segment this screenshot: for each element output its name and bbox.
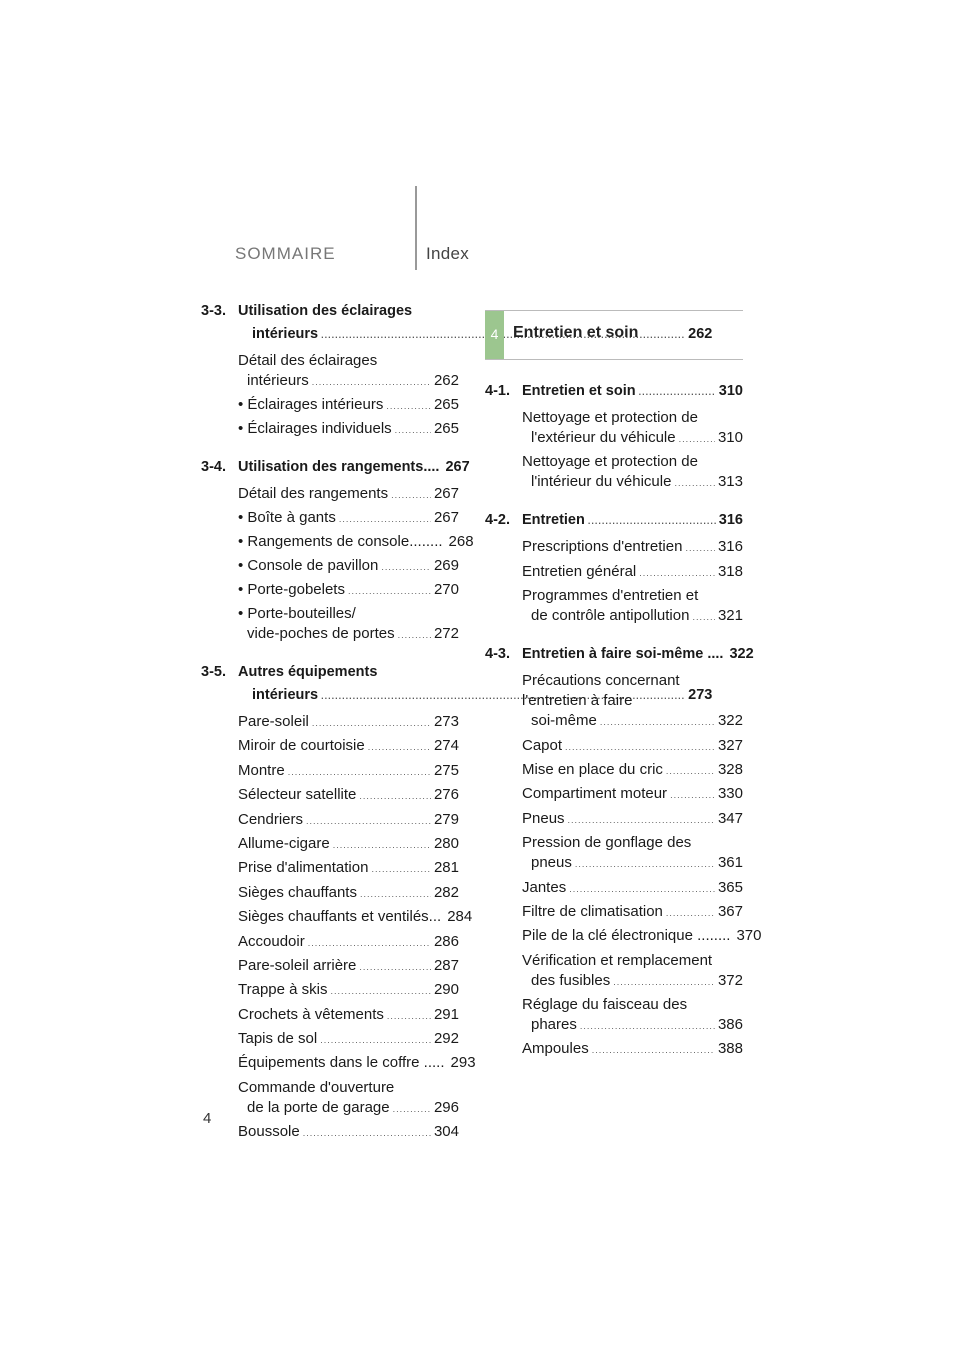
entry-title-line: • Porte-bouteilles/ (238, 605, 356, 622)
leader-line (238, 785, 459, 806)
entry-title: de contrôle antipollution (531, 607, 690, 625)
dot-leader (575, 854, 715, 874)
entry-page-number: 316 (717, 538, 743, 556)
dot-leader (333, 835, 431, 855)
entry-title-line: Précautions concernant (522, 672, 680, 690)
toc-entry[interactable] (238, 834, 459, 855)
toc-entry[interactable] (522, 833, 743, 874)
toc-entry[interactable] (522, 736, 743, 757)
dot-leader (381, 557, 431, 577)
entry-page-number: 313 (717, 473, 743, 491)
toc-entry[interactable] (238, 1005, 459, 1026)
dot-leader (359, 957, 431, 977)
entry-page-number: 262 (688, 326, 713, 342)
entry-title: Capot (522, 736, 563, 754)
dot-leader (565, 737, 715, 757)
leader-line (238, 1005, 459, 1026)
entry-page-number: 370 (736, 927, 762, 945)
leader-line (522, 760, 743, 781)
chapter-number-tab: 4 (485, 311, 504, 359)
entry-page-number: 327 (717, 736, 743, 754)
toc-entry[interactable] (522, 995, 743, 1036)
section-entries (201, 484, 474, 645)
leader-line (522, 428, 743, 449)
entry-title: Pile de la clé électronique ........ (522, 927, 731, 945)
entry-title: Sélecteur satellite (238, 786, 357, 804)
entry-title-line: Pression de gonflage des (522, 834, 692, 852)
chapter-title: Entretien et soin (513, 324, 639, 341)
toc-section (485, 643, 762, 1060)
toc-entry[interactable] (238, 736, 459, 757)
section-entries (485, 408, 743, 493)
toc-entry[interactable] (238, 484, 459, 505)
dot-leader (387, 1006, 431, 1026)
toc-entry[interactable] (238, 1078, 459, 1119)
entry-title: Tapis de sol (238, 1030, 318, 1048)
leader-line (238, 456, 470, 480)
entry-page-number: 347 (717, 809, 743, 827)
entry-page-number: 279 (433, 810, 459, 828)
toc-entry[interactable] (522, 784, 743, 805)
toc-right-column (485, 300, 762, 1076)
entry-title: vide-poches de portes (247, 625, 395, 642)
leader-line (238, 484, 459, 505)
entry-page-number: 282 (433, 883, 459, 901)
leader-line (238, 580, 459, 601)
entry-title: Équipements dans le coffre ..... (238, 1054, 445, 1072)
dot-leader (312, 713, 431, 733)
section-number: 3-3. (201, 303, 226, 319)
entry-title: intérieurs (252, 687, 319, 703)
entry-page-number: 316 (718, 512, 743, 529)
dot-leader (600, 712, 715, 732)
dot-leader (692, 607, 715, 627)
entry-title: Détail des rangements (238, 485, 389, 502)
leader-line (238, 736, 459, 757)
section-heading[interactable] (201, 456, 470, 480)
dot-leader (288, 762, 431, 782)
leader-line (522, 472, 743, 493)
toc-entry[interactable] (238, 1029, 459, 1050)
toc-entry[interactable] (238, 980, 459, 1001)
leader-line (522, 902, 743, 923)
leader-line (522, 380, 743, 404)
dot-leader (666, 761, 715, 781)
entry-page-number: 372 (717, 971, 743, 989)
toc-entry[interactable] (238, 956, 459, 977)
toc-entry[interactable] (238, 532, 474, 553)
entry-title-line: Commande d'ouverture (238, 1078, 395, 1096)
header-nav (0, 0, 960, 280)
toc-entry[interactable] (522, 671, 743, 732)
section-number: 4-1. (485, 383, 510, 399)
dot-leader (666, 903, 715, 923)
entry-title-line: Programmes d'entretien et (522, 587, 699, 605)
dot-leader (306, 811, 431, 831)
entry-title: Entretien (522, 512, 585, 529)
toc-entry[interactable] (522, 408, 743, 449)
leader-line (522, 878, 743, 899)
leader-line (238, 1122, 459, 1143)
dot-leader (348, 581, 431, 601)
entry-page-number: 293 (450, 1054, 476, 1072)
toc-entry[interactable] (238, 580, 459, 601)
toc-entry[interactable] (238, 419, 459, 440)
section-number: 4-3. (485, 646, 510, 663)
entry-page-number: 388 (717, 1040, 743, 1058)
section-entries (201, 351, 459, 440)
dot-leader (670, 785, 715, 805)
leader-line (238, 980, 459, 1001)
section-title-line: Utilisation des éclairages (238, 303, 413, 319)
entry-title: Accoudoir (238, 932, 305, 950)
entry-title: • Éclairages intérieurs (238, 396, 384, 413)
entry-page-number: 322 (729, 646, 754, 663)
dot-leader (685, 538, 715, 558)
dot-leader (320, 1030, 431, 1050)
leader-line (238, 956, 459, 977)
entry-title-line: Nettoyage et protection de (522, 409, 698, 426)
leader-line (522, 736, 743, 757)
section-heading[interactable] (485, 380, 743, 404)
entry-title: pneus (531, 854, 572, 872)
toc-entry[interactable] (522, 452, 743, 493)
entry-title: Sièges chauffants (238, 883, 357, 901)
leader-line (238, 1098, 459, 1119)
dot-leader (395, 420, 431, 440)
dot-leader (613, 972, 715, 992)
toc-entry[interactable] (238, 907, 473, 928)
entry-title: Jantes (522, 878, 567, 896)
section-entries (201, 712, 476, 1143)
dot-leader (391, 485, 431, 505)
entry-page-number: 290 (433, 981, 459, 999)
entry-page-number: 296 (433, 1098, 459, 1116)
entry-page-number: 361 (717, 854, 743, 872)
entry-page-number: 267 (433, 509, 459, 526)
section-number: 3-5. (201, 664, 226, 680)
sommaire-link[interactable]: SOMMAIRE (235, 244, 336, 263)
toc-entry[interactable] (522, 562, 743, 583)
leader-line (238, 508, 459, 529)
entry-title: • Rangements de console........ (238, 533, 443, 550)
entry-page-number: 273 (433, 713, 459, 730)
entry-page-number: 269 (433, 557, 459, 574)
toc-entry[interactable] (238, 604, 459, 645)
toc-entry[interactable] (238, 883, 459, 904)
toc-entry[interactable] (522, 926, 762, 947)
entry-page-number: 321 (717, 607, 743, 625)
toc-entry[interactable] (238, 712, 459, 733)
entry-title: Utilisation des rangements.... (238, 459, 440, 475)
entry-title: Crochets à vêtements (238, 1005, 384, 1023)
leader-line (238, 395, 459, 416)
leader-line (238, 883, 459, 904)
entry-title: Sièges chauffants et ventilés... (238, 908, 442, 926)
entry-page-number: 286 (433, 932, 459, 950)
entry-title-line: Nettoyage et protection de (522, 453, 698, 471)
entry-title: Ampoules (522, 1040, 589, 1058)
entry-page-number: 287 (433, 956, 459, 974)
entry-title: Allume-cigare (238, 834, 330, 852)
dot-leader (360, 884, 431, 904)
toc-entry[interactable] (522, 809, 743, 830)
dot-leader (580, 1016, 715, 1036)
entry-page-number: 291 (433, 1005, 459, 1023)
entry-title: Pneus (522, 809, 565, 827)
dot-leader (368, 737, 431, 757)
toc-section (201, 456, 474, 645)
entry-title: • Éclairages individuels (238, 420, 392, 437)
leader-line (238, 624, 459, 645)
entry-page-number: 292 (433, 1030, 459, 1048)
toc-entry[interactable] (238, 810, 459, 831)
entry-page-number: 268 (448, 533, 474, 550)
dot-leader (339, 509, 431, 529)
leader-line (238, 556, 459, 577)
toc-entry[interactable] (522, 878, 743, 899)
entry-title: intérieurs (252, 326, 319, 342)
entry-page-number: 270 (433, 581, 459, 598)
leader-line (238, 1029, 459, 1050)
entry-page-number: 318 (717, 562, 743, 580)
leader-line (522, 509, 743, 533)
entry-page-number: 267 (445, 459, 470, 475)
section-entries (485, 671, 762, 1060)
entry-page-number: 284 (447, 908, 473, 926)
leader-line (522, 537, 743, 558)
entry-title: intérieurs (247, 372, 309, 389)
entry-title: Miroir de courtoisie (238, 737, 365, 755)
entry-title-line: l'entretien à faire (522, 692, 633, 710)
leader-line (238, 371, 459, 392)
section-entries (485, 537, 743, 627)
dot-leader (639, 563, 715, 583)
dot-leader (674, 473, 715, 493)
page-number: 4 (203, 1110, 212, 1127)
entry-title: Entretien général (522, 562, 637, 580)
entry-title: • Console de pavillon (238, 557, 379, 574)
section-number: 4-2. (485, 512, 510, 529)
entry-title: • Boîte à gants (238, 509, 336, 526)
index-link[interactable]: Index (426, 244, 470, 263)
entry-page-number: 281 (433, 859, 459, 877)
toc-entry[interactable] (238, 1053, 476, 1074)
dot-leader (330, 981, 430, 1001)
toc-entry[interactable] (238, 351, 459, 392)
entry-title: l'intérieur du véhicule (531, 473, 672, 491)
dot-leader (592, 1040, 715, 1060)
entry-title: des fusibles (531, 971, 611, 989)
toc-entry[interactable] (238, 508, 459, 529)
entry-title: Compartiment moteur (522, 785, 668, 803)
dot-leader (398, 625, 431, 645)
entry-title: Cendriers (238, 810, 304, 828)
section-heading[interactable] (485, 509, 743, 533)
nav-divider (415, 186, 417, 270)
dot-leader (639, 381, 716, 404)
leader-line (522, 809, 743, 830)
leader-line (238, 858, 459, 879)
entry-page-number: 274 (433, 737, 459, 755)
dot-leader (588, 510, 716, 533)
entry-page-number: 276 (433, 786, 459, 804)
leader-line (522, 606, 743, 627)
toc-entry[interactable] (522, 537, 743, 558)
entry-title: • Porte-gobelets (238, 581, 345, 598)
entry-title: de la porte de garage (247, 1098, 390, 1116)
entry-page-number: 265 (433, 396, 459, 413)
leader-line (522, 926, 762, 947)
entry-page-number: 310 (718, 383, 743, 399)
toc-entry[interactable] (522, 951, 743, 992)
entry-page-number: 273 (688, 687, 713, 703)
leader-line (522, 784, 743, 805)
leader-line (522, 853, 743, 874)
section-number: 3-4. (201, 459, 226, 475)
toc-entry[interactable] (238, 785, 459, 806)
dot-leader (308, 933, 431, 953)
dot-leader (312, 372, 431, 392)
section-title-line: Autres équipements (238, 664, 378, 680)
entry-page-number: 267 (433, 485, 459, 502)
dot-leader (371, 859, 431, 879)
dot-leader (303, 1123, 431, 1143)
entry-title: Filtre de climatisation (522, 902, 663, 920)
leader-line (522, 711, 743, 732)
leader-line (238, 761, 459, 782)
entry-title: Pare-soleil arrière (238, 956, 357, 974)
toc-entry[interactable] (238, 932, 459, 953)
dot-leader (393, 1099, 431, 1119)
entry-title: Trappe à skis (238, 981, 328, 999)
leader-line (522, 643, 754, 667)
entry-page-number: 365 (717, 878, 743, 896)
dot-leader (569, 879, 715, 899)
entry-page-number: 386 (717, 1016, 743, 1034)
toc-entry[interactable] (522, 760, 743, 781)
leader-line (238, 532, 474, 553)
dot-leader (386, 396, 431, 416)
entry-title: Prescriptions d'entretien (522, 538, 683, 556)
entry-page-number: 310 (717, 429, 743, 446)
entry-title: Boussole (238, 1123, 300, 1141)
leader-line (238, 810, 459, 831)
leader-line (522, 562, 743, 583)
leader-line (238, 907, 473, 928)
toc-entry[interactable] (238, 556, 459, 577)
entry-page-number: 275 (433, 761, 459, 779)
entry-page-number: 322 (717, 712, 743, 730)
entry-page-number: 272 (433, 625, 459, 642)
entry-title: Montre (238, 761, 285, 779)
entry-page-number: 304 (433, 1123, 459, 1141)
entry-title: l'extérieur du véhicule (531, 429, 676, 446)
leader-line (238, 834, 459, 855)
leader-line (522, 971, 743, 992)
entry-title: Entretien et soin (522, 383, 636, 399)
entry-title-line: Détail des éclairages (238, 352, 378, 369)
entry-title: Mise en place du cric (522, 760, 663, 778)
entry-title: Prise d'alimentation (238, 859, 369, 877)
entry-title-line: Vérification et remplacement (522, 951, 713, 969)
entry-title-line: Réglage du faisceau des (522, 996, 688, 1014)
entry-title: Pare-soleil (238, 713, 309, 730)
entry-page-number: 262 (433, 372, 459, 389)
entry-title: soi-même (531, 712, 597, 730)
leader-line (238, 932, 459, 953)
section-heading[interactable] (485, 643, 754, 667)
entry-page-number: 265 (433, 420, 459, 437)
entry-page-number: 328 (717, 760, 743, 778)
toc-section (485, 380, 743, 493)
entry-title: phares (531, 1016, 577, 1034)
toc-entry[interactable] (522, 902, 743, 923)
leader-line (522, 1015, 743, 1036)
leader-line (522, 1039, 743, 1060)
toc-entry[interactable] (238, 858, 459, 879)
dot-leader (679, 429, 715, 449)
toc-entry[interactable] (522, 1039, 743, 1060)
leader-line (238, 712, 459, 733)
entry-page-number: 330 (717, 785, 743, 803)
entry-page-number: 367 (717, 902, 743, 920)
toc-section (485, 509, 743, 627)
dot-leader (359, 786, 431, 806)
dot-leader (568, 810, 715, 830)
toc-entry[interactable] (238, 395, 459, 416)
leader-line (238, 1053, 476, 1074)
toc-entry[interactable] (238, 1122, 459, 1143)
toc-entry[interactable] (238, 761, 459, 782)
chapter-heading[interactable] (485, 310, 743, 360)
entry-page-number: 280 (433, 834, 459, 852)
leader-line (238, 419, 459, 440)
entry-title: Entretien à faire soi-même .... (522, 646, 724, 663)
toc-entry[interactable] (522, 586, 743, 627)
